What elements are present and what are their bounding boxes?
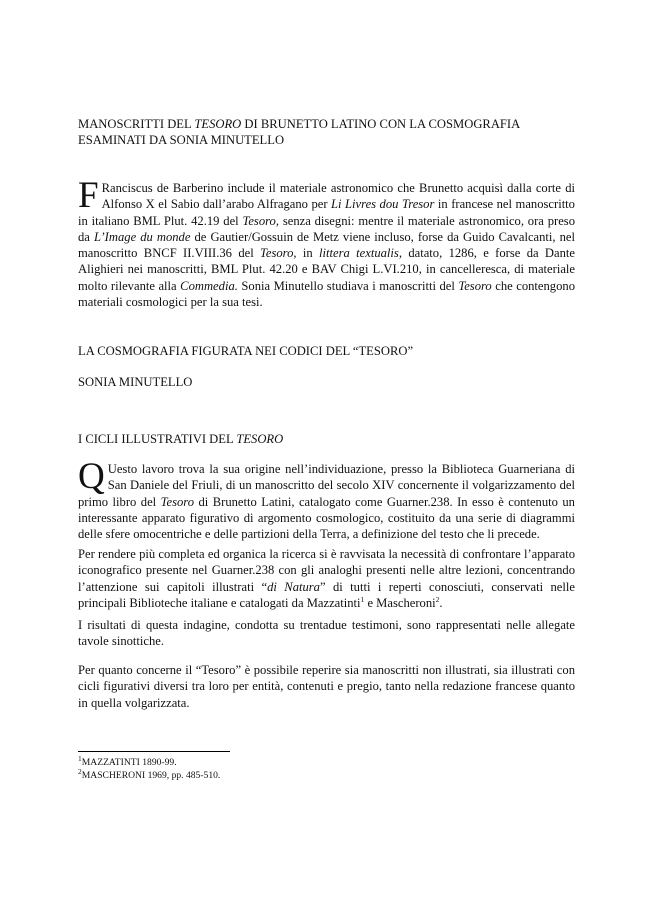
- text-run: di Brunetto Latini, catalogato come Guarner.238. In esso è contenuto un interessante apparato figurativo di argomento cosmologico, costituito da una serie di diagrammi delle sfere omocentriche e delle partizioni della Terra, a definizione del testo che li precede.: [78, 494, 575, 542]
- footnote-divider: [78, 751, 230, 752]
- footnote-1: [78, 753, 177, 769]
- text-run: .: [439, 595, 443, 610]
- footnote-2: [78, 766, 221, 782]
- title-line-2: ESAMINATI DA SONIA MINUTELLO: [78, 133, 285, 148]
- section-subtitle: [78, 431, 575, 447]
- title-part: DI BRUNETTO LATINO CON LA COSMOGRAFIA: [241, 117, 521, 131]
- body-paragraph-3: I risultati di questa indagine, condotta su trentadue testimoni, sono rappresentati nelle allegate tavole sinottiche.: [78, 618, 575, 649]
- text-run: Uesto lavoro trova la sua origine nell’individuazione, presso la Biblioteca Guarneriana di San Daniele del Friuli, di un manoscritto del secolo XIV concernente il volgarizzamento del primo libro del: [78, 462, 575, 509]
- text-run: Ranciscus de Barberino include il materiale astronomico che Brunetto acquisì dalla corte di Alfonso X el Sabio dall’arabo Alfragano per: [101, 181, 575, 212]
- title-italic: TESORO: [194, 117, 242, 131]
- italic-run: littera textualis: [319, 246, 399, 261]
- drop-cap: F: [78, 175, 99, 216]
- italic-run: Tesoro: [242, 213, 276, 228]
- body-paragraph-2: [78, 546, 575, 611]
- footnote-text: MASCHERONI 1969, pp. 485-510.: [81, 770, 221, 781]
- text-run: , in: [293, 246, 320, 261]
- text-run: de Gautier/Gossuin de Metz viene incluso, forse da Guido Cavalcanti, nel manoscritto BNCF II.VIII.36 del: [78, 229, 576, 261]
- text-run: e Mascheroni: [364, 595, 436, 610]
- footnote-text: MAZZATINTI 1890-99.: [81, 757, 177, 768]
- text-run: che contengono materiali cosmologici per la sua tesi.: [78, 278, 575, 310]
- italic-run: Tesoro: [160, 494, 195, 509]
- intro-paragraph: [78, 175, 576, 310]
- text-run: Sonia Minutello studiava i manoscritti del: [237, 278, 459, 293]
- body-paragraph-4: Per quanto concerne il “Tesoro” è possibile reperire sia manoscritti non illustrati, sia illustrati con cicli figurativi diversi tra loro per entità, contenuti e pregio, tanto nella redazione francese quanto in quella volgarizzata.: [78, 663, 575, 710]
- footnote-ref[interactable]: 2: [435, 594, 440, 604]
- italic-run: di Natura: [267, 579, 320, 594]
- subtitle-italic: TESORO: [236, 432, 284, 446]
- text-run: , datato, 1286, e forse da Dante Alighieri nei manoscritti, BML Plut. 42.20 e BAV Chigi L.VI.210, in cancelleresca, di materiale molto rilevante alla: [78, 246, 575, 293]
- footnote-number: 2: [78, 766, 82, 776]
- subtitle-part: I CICLI ILLUSTRATIVI DEL: [78, 432, 237, 446]
- text-run: in francese nel manoscritto in italiano BML Plut. 42.19 del: [78, 197, 575, 228]
- text-run: Per rendere più completa ed organica la ricerca si è ravvisata la necessità di confrontare l’apparato iconografico presente nel Guarner.238 con gli analoghi presenti nelle altre lezioni, concentrando l’attenzione sui capitoli illustrati “: [78, 547, 575, 594]
- footnote-number: 1: [78, 753, 82, 763]
- section-title: LA COSMOGRAFIA FIGURATA NEI CODICI DEL “TESORO”: [78, 344, 414, 358]
- drop-cap: Q: [78, 456, 105, 497]
- italic-run: L’Image du monde: [93, 229, 191, 244]
- text-run: , senza disegni: mentre il materiale astronomico, ora preso da: [78, 213, 575, 244]
- section-author: SONIA MINUTELLO: [78, 375, 193, 389]
- body-paragraph-1: [78, 456, 575, 542]
- document-title: [78, 116, 575, 149]
- text-run: ” di tutti i reperti conosciuti, conservati nelle principali Biblioteche italiane e catalogati da Mazzatinti: [78, 579, 575, 610]
- italic-run: Li Livres dou Tresor: [331, 197, 435, 212]
- title-part: MANOSCRITTI DEL: [78, 117, 195, 131]
- italic-run: Tesoro: [458, 278, 492, 293]
- italic-run: Tesoro: [260, 246, 294, 261]
- footnote-ref[interactable]: 1: [360, 594, 365, 604]
- italic-run: Commedia.: [180, 278, 238, 293]
